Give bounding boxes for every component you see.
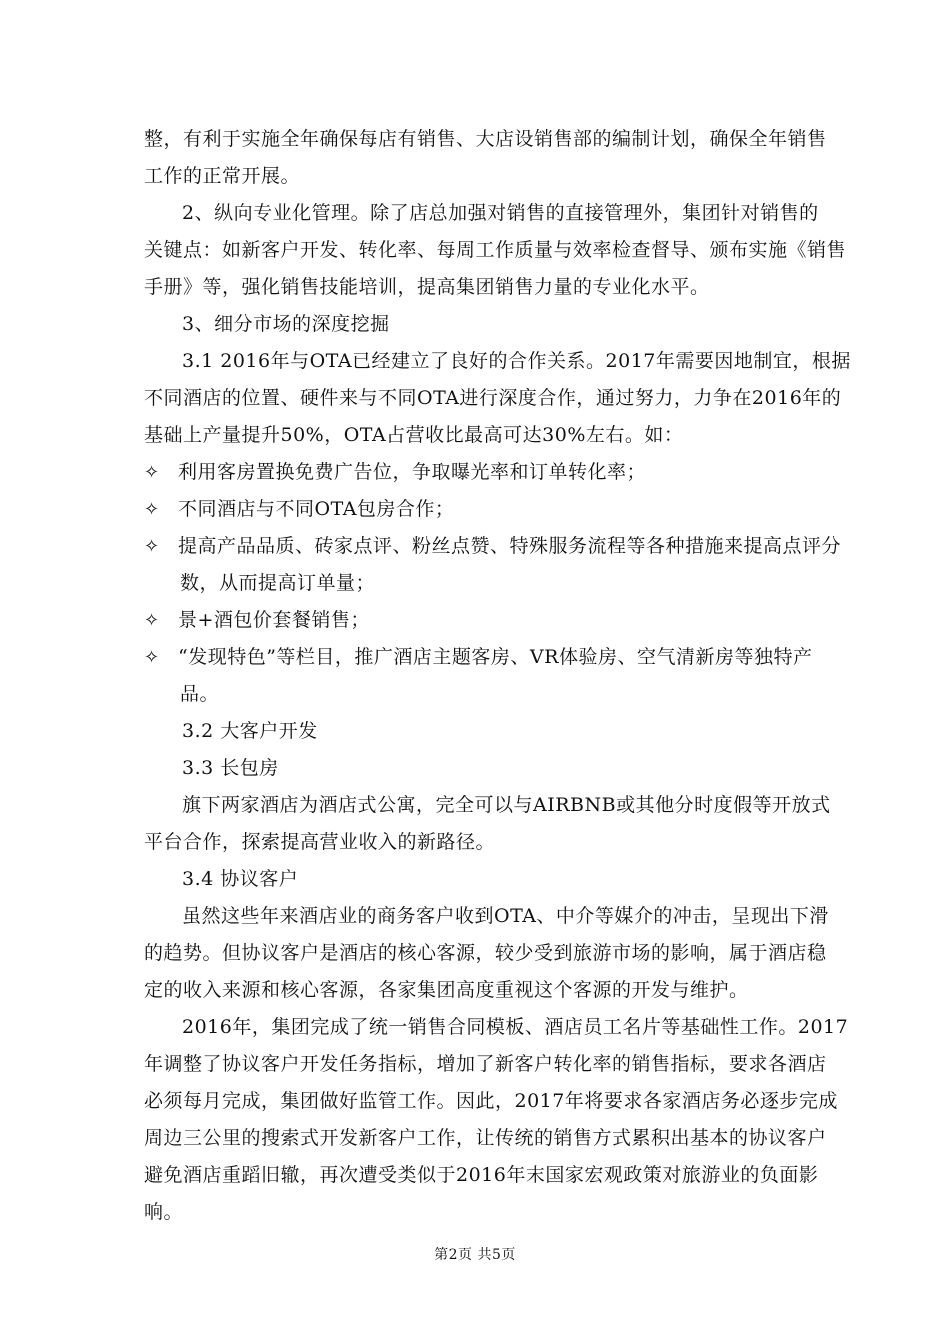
paragraph-line: 必须每月完成，集团做好监管工作。因此，2017年将要求各家酒店务必逐步完成 — [144, 1090, 838, 1112]
bullet-item — [144, 602, 812, 639]
paragraph-line: 平台合作，探索提高营业收入的新路径。 — [144, 831, 496, 853]
bullet-text-continuation: 品。 — [180, 683, 220, 705]
paragraph-line: 周边三公里的搜索式开发新客户工作，让传统的销售方式累积出基本的协议客户 — [144, 1127, 827, 1149]
bullet-item — [144, 528, 842, 565]
section-heading: 3.2 大客户开发 — [182, 720, 318, 742]
document-body — [144, 121, 851, 1231]
paragraph-line: 基础上产量提升50%，OTA占营收比最高可达30%左右。如： — [144, 424, 684, 446]
diamond-bullet-icon: ✧ — [144, 499, 160, 520]
bullet-item — [144, 491, 812, 528]
bullet-text: 利用客房置换免费广告位，争取曝光率和订单转化率； — [178, 461, 647, 483]
bullet-item — [144, 454, 812, 491]
paragraph-line: 避免酒店重蹈旧辙，再次遭受类似于2016年末国家宏观政策对旅游业的负面影 — [144, 1164, 819, 1186]
paragraph-line: 旗下两家酒店为酒店式公寓，完全可以与AIRBNB或其他分时度假等开放式 — [182, 794, 831, 816]
bullet-text: 提高产品品质、砖家点评、粉丝点赞、特殊服务流程等各种措施来提高点评分 — [178, 535, 842, 557]
diamond-bullet-icon: ✧ — [144, 610, 160, 631]
paragraph-line: 2、纵向专业化管理。除了店总加强对销售的直接管理外，集团针对销售的 — [182, 202, 819, 224]
paragraph-line: 定的收入来源和核心客源，各家集团高度重视这个客源的开发与维护。 — [144, 979, 749, 1001]
bullet-item — [144, 639, 812, 676]
section-heading: 3、细分市场的深度挖掘 — [182, 313, 390, 335]
page-number-footer: 第2页 共5页 — [434, 1247, 516, 1263]
paragraph-line: 整，有利于实施全年确保每店有销售、大店设销售部的编制计划，确保全年销售 — [144, 128, 827, 150]
paragraph-line: 年调整了协议客户开发任务指标，增加了新客户转化率的销售指标，要求各酒店 — [144, 1053, 827, 1075]
bullet-text: “发现特色”等栏目，推广酒店主题客房、VR体验房、空气清新房等独特产 — [178, 646, 813, 668]
bullet-text-continuation: 数，从而提高订单量； — [180, 572, 376, 594]
paragraph-line: 工作的正常开展。 — [144, 165, 301, 187]
paragraph-line: 不同酒店的位置、硬件来与不同OTA进行深度合作，通过努力，力争在2016年的 — [144, 387, 842, 409]
diamond-bullet-icon: ✧ — [144, 462, 160, 483]
section-heading: 3.3 长包房 — [182, 757, 279, 779]
paragraph-line: 响。 — [144, 1201, 184, 1223]
paragraph-line: 的趋势。但协议客户是酒店的核心客源，较少受到旅游市场的影响，属于酒店稳 — [144, 942, 827, 964]
bullet-text: 景+酒包价套餐销售； — [178, 609, 370, 631]
section-heading: 3.4 协议客户 — [182, 868, 299, 890]
diamond-bullet-icon: ✧ — [144, 536, 160, 557]
paragraph-line: 手册》等，强化销售技能培训，提高集团销售力量的专业化水平。 — [144, 276, 710, 298]
paragraph-line: 3.1 2016年与OTA已经建立了良好的合作关系。2017年需要因地制宜，根据 — [182, 350, 851, 372]
paragraph-line: 虽然这些年来酒店业的商务客户收到OTA、中介等媒介的冲击，呈现出下滑 — [182, 905, 829, 927]
paragraph-line: 2016年，集团完成了统一销售合同模板、酒店员工名片等基础性工作。2017 — [182, 1016, 849, 1038]
diamond-bullet-icon: ✧ — [144, 647, 160, 668]
paragraph-line: 关键点：如新客户开发、转化率、每周工作质量与效率检查督导、颁布实施《销售 — [144, 239, 847, 261]
bullet-text: 不同酒店与不同OTA包房合作； — [178, 498, 455, 520]
